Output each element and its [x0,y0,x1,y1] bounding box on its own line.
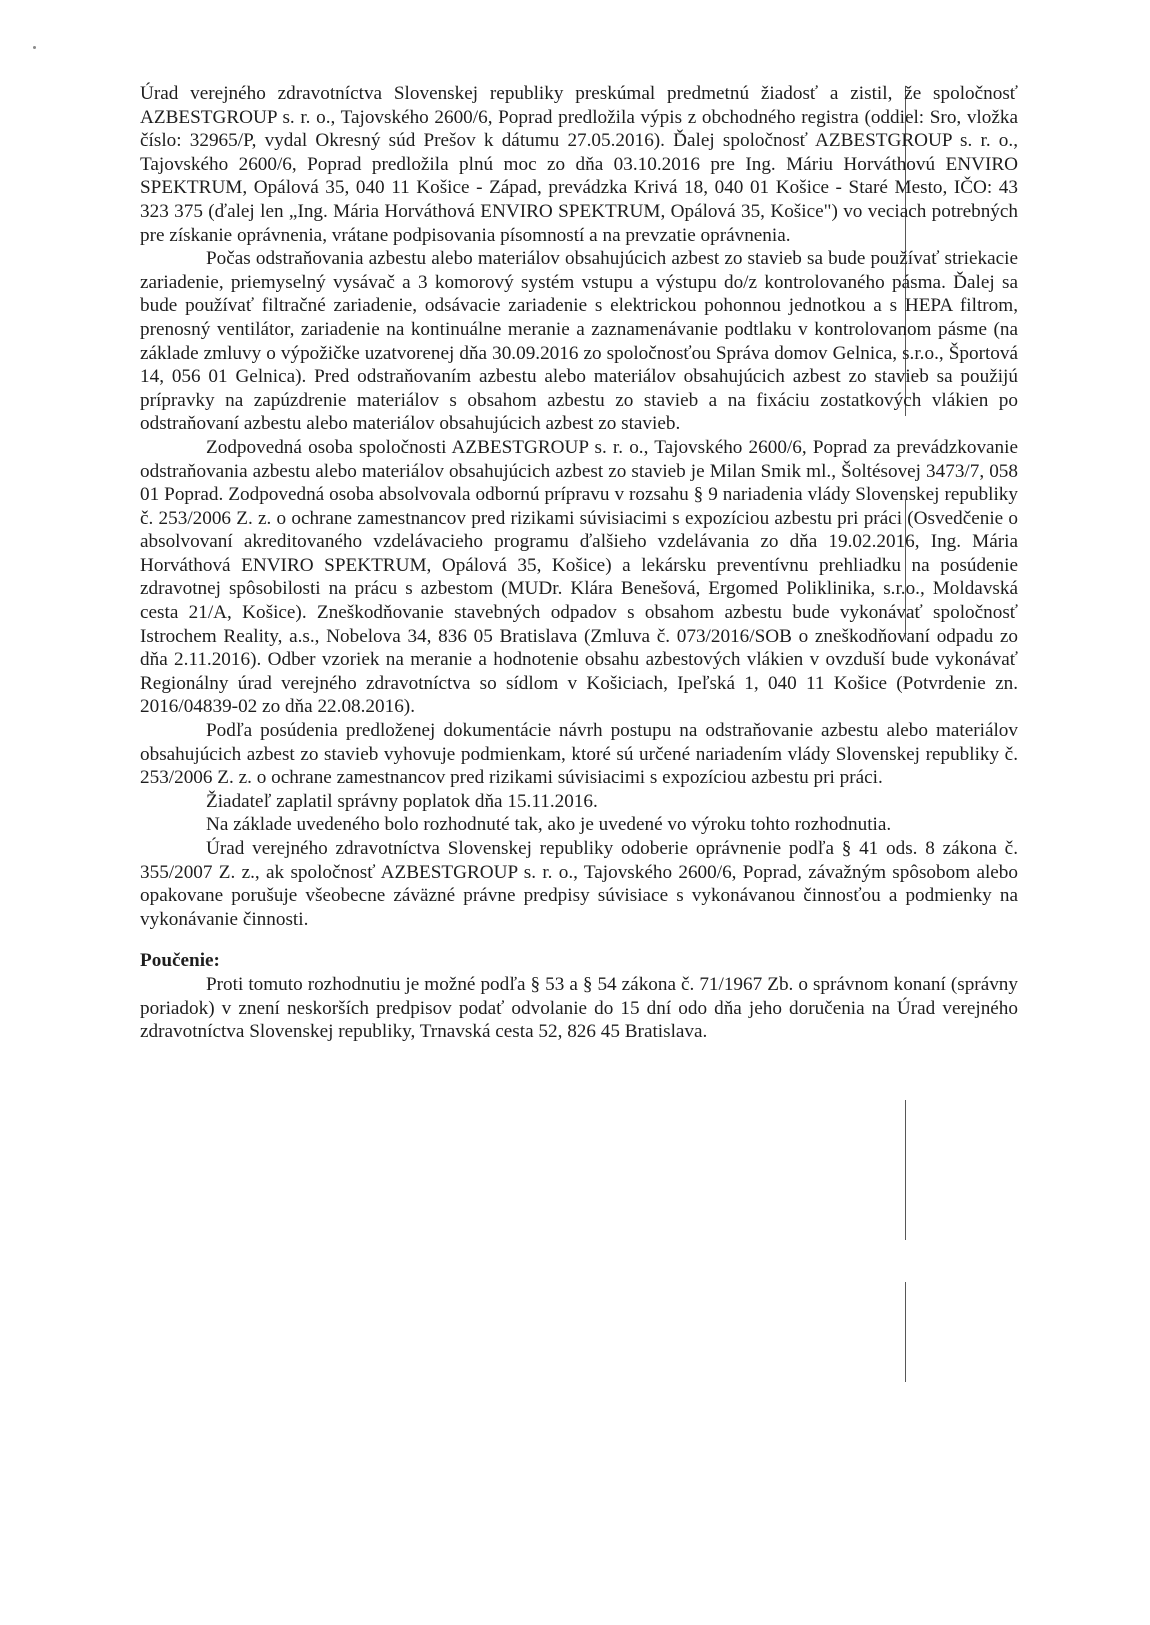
paragraph-assessment: Podľa posúdenia predloženej dokumentácie návrh postupu na odstraňovanie azbestu alebo materiálov obsahujúcich azbest zo stavieb vyhovuje podmienkam, ktoré sú určené nariadením vlády Slovenskej republiky č. 253/2006 Z. z. o ochrane zamestnancov pred rizikami súvisiacimi s expozíciou azbestu pri práci. [140,720,1018,789]
paragraph-fee: Žiadateľ zaplatil správny poplatok dňa 15.11.2016. [206,790,598,812]
notice-text: Proti tomuto rozhodnutiu je možné podľa § 53 a § 54 zákona č. 71/1967 Zb. o správnom konaní (správny poriadok) v znení neskorších predpisov podať odvolanie do 15 dní odo dňa jeho doručenia na Úrad verejného zdravotníctva Slovenskej republiky, Trnavská cesta 52, 826 45 Bratislava. [140,973,1018,1043]
scan-fold-line [905,1282,906,1382]
scan-fold-line [905,1100,906,1240]
paragraph-application-review: Úrad verejného zdravotníctva Slovenskej republiky preskúmal predmetnú žiadosť a zistil, že spoločnosť AZBESTGROUP s. r. o., Tajovského 2600/6, Poprad predložila výpis z obchodného registra (oddiel: Sro, vložka číslo: 32965/P, vydal Okresný súd Prešov k dátumu 27.05.2016). Ďalej spoločnosť AZBESTGROUP s. r. o., Tajovského 2600/6, Poprad predložila plnú moc zo dňa 03.10.2016 pre Ing. Máriu Horváthovú ENVIRO SPEKTRUM, Opálová 35, 040 11 Košice - Západ, prevádzka Krivá 18, 040 01 Košice - Staré Mesto, IČO: 43 323 375 (ďalej len „Ing. Mária Horváthová ENVIRO SPEKTRUM, Opálová 35, Košice") vo veciach potrebných pre získanie oprávnenia, vrátane podpisovania písomností a na prevzatie oprávnenia. [140,83,1018,246]
scan-speck [33,46,36,49]
document-body [140,82,1018,1044]
notice-heading: Poučenie: [140,950,220,972]
paragraph-responsible-person: Zodpovedná osoba spoločnosti AZBESTGROUP s. r. o., Tajovského 2600/6, Poprad za prevádzkovanie odstraňovania azbestu alebo materiálov obsahujúcich azbest zo stavieb je Milan Smik ml., Šoltésovej 3473/7, 058 01 Poprad. Zodpovedná osoba absolvovala odbornú prípravu v rozsahu § 9 nariadenia vlády Slovenskej republiky č. 253/2006 Z. z. o ochrane zamestnancov pred rizikami súvisiacimi s expozíciou azbestu pri práci (Osvedčenie o absolvovaní akreditovaného vzdelávacieho programu ďalšieho vzdelávania zo dňa 19.02.2016, Ing. Mária Horváthová ENVIRO SPEKTRUM, Opálová 35, Košice) a lekársku preventívnu prehliadku na posúdenie zdravotnej spôsobilosti na prácu s azbestom (MUDr. Klára Benešová, Ergomed Poliklinika, s.r.o., Moldavská cesta 21/A, Košice). Zneškodňovanie stavebných odpadov s obsahom azbestu bude vykonávať spoločnosť Istrochem Reality, a.s., Nobelova 34, 836 05 Bratislava (Zmluva č. 073/2016/SOB o zneškodňovaní odpadu zo dňa 2.11.2016). Odber vzoriek na meranie a hodnotenie obsahu azbestových vlákien v ovzduší bude vykonávať Regionálny úrad verejného zdravotníctva so sídlom v Košiciach, Ipeľská 1, 040 11 Košice (Potvrdenie zn. 2016/04839-02 zo dňa 22.08.2016). [140,436,1018,718]
paragraph-equipment: Počas odstraňovania azbestu alebo materiálov obsahujúcich azbest zo stavieb sa bude používať striekacie zariadenie, priemyselný vysávač a 3 komorový systém vstupu a výstupu do/z kontrolovaného pásma. Ďalej sa bude používať filtračné zariadenie, odsávacie zariadenie s elektrickou pohonnou jednotkou a s HEPA filtrom, prenosný ventilátor, zariadenie na kontinuálne meranie a zaznamenávanie podtlaku v kontrolovanom pásme (na základe zmluvy o výpožičke uzatvorenej dňa 30.09.2016 zo spoločnosťou Správa domov Gelnica, s.r.o., Športová 14, 056 01 Gelnica). Pred odstraňovaním azbestu alebo materiálov obsahujúcich azbest zo stavieb sa použijú prípravky na zapúzdrenie materiálov s obsahom azbestu zo stavieb a na fixáciu zostatkových vlákien po odstraňovaní azbestu alebo materiálov obsahujúcich azbest zo stavieb. [140,248,1018,435]
paragraph-revocation: Úrad verejného zdravotníctva Slovenskej republiky odoberie oprávnenie podľa § 41 ods. 8 zákona č. 355/2007 Z. z., ak spoločnosť AZBESTGROUP s. r. o., Tajovského 2600/6, Poprad, závažným spôsobom alebo opakovane porušuje všeobecne záväzné právne predpisy súvisiace s vykonávanou činnosťou a podmienky na vykonávanie činnosti. [140,838,1018,930]
paragraph-decision: Na základe uvedeného bolo rozhodnuté tak, ako je uvedené vo výroku tohto rozhodnutia. [206,814,892,836]
